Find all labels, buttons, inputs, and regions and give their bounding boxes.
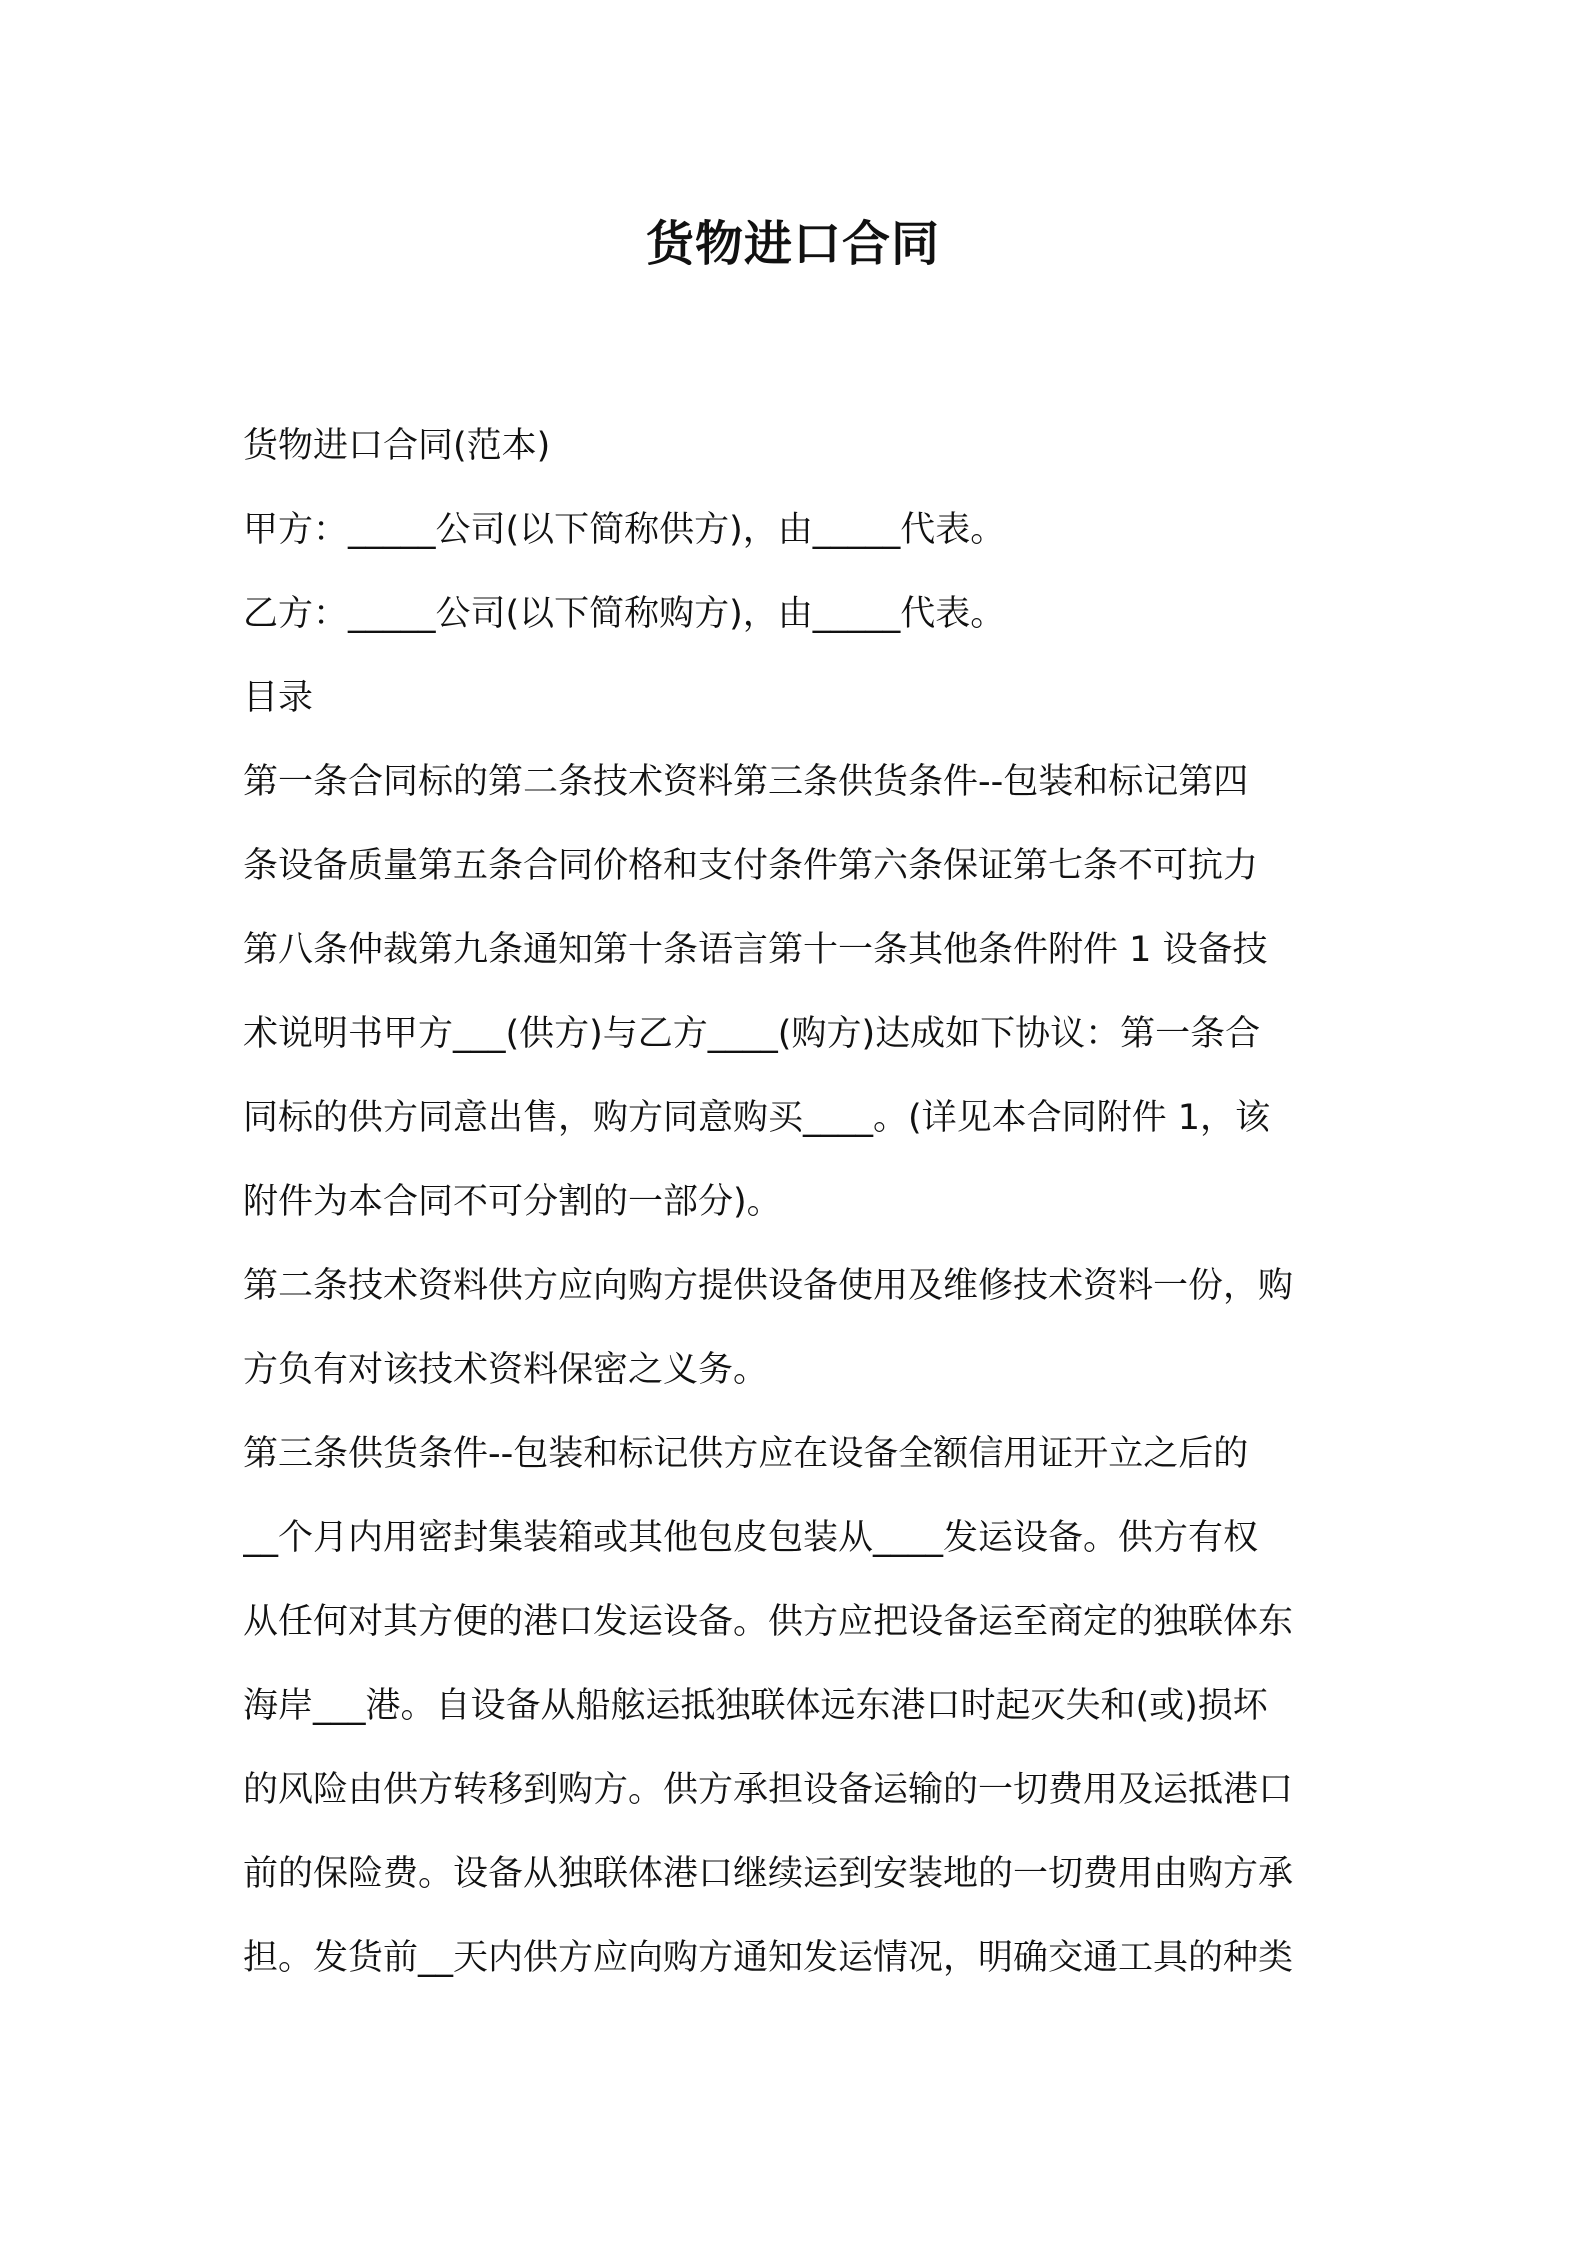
subtitle-line: 货物进口合同(范本) [243, 426, 551, 466]
party-b-line: 乙方：_____公司(以下简称购方)，由_____代表。 [243, 594, 1006, 634]
document-title: 货物进口合同 [645, 216, 940, 272]
paragraph-line: 第一条合同标的第二条技术资料第三条供货条件--包装和标记第四 [243, 762, 1249, 802]
party-a-line: 甲方：_____公司(以下简称供方)，由_____代表。 [243, 510, 1006, 550]
toc-heading: 目录 [243, 678, 314, 718]
document-body [243, 404, 1353, 2000]
paragraph-line: 第二条技术资料供方应向购方提供设备使用及维修技术资料一份，购 [243, 1266, 1294, 1306]
paragraph-line: 前的保险费。设备从独联体港口继续运到安装地的一切费用由购方承 [243, 1854, 1294, 1894]
paragraph-line: 术说明书甲方___(供方)与乙方____(购方)达成如下协议：第一条合 [243, 1014, 1261, 1054]
paragraph-line: 同标的供方同意出售，购方同意购买____。(详见本合同附件 1，该 [243, 1098, 1271, 1138]
paragraph-line: 第三条供货条件--包装和标记供方应在设备全额信用证开立之后的 [243, 1434, 1249, 1474]
paragraph-line: 第八条仲裁第九条通知第十条语言第十一条其他条件附件 1 设备技 [243, 930, 1268, 970]
paragraph-line: 附件为本合同不可分割的一部分)。 [243, 1182, 782, 1222]
paragraph-line: 的风险由供方转移到购方。供方承担设备运输的一切费用及运抵港口 [243, 1770, 1294, 1810]
paragraph-line: 担。发货前__天内供方应向购方通知发运情况，明确交通工具的种类 [243, 1938, 1294, 1978]
paragraph-line: 海岸___港。自设备从船舷运抵独联体远东港口时起灭失和(或)损坏 [243, 1686, 1268, 1726]
paragraph-line: 条设备质量第五条合同价格和支付条件第六条保证第七条不可抗力 [243, 846, 1259, 886]
paragraph-line: 方负有对该技术资料保密之义务。 [243, 1350, 769, 1390]
paragraph-line: __个月内用密封集装箱或其他包皮包装从____发运设备。供方有权 [243, 1518, 1259, 1558]
paragraph-line: 从任何对其方便的港口发运设备。供方应把设备运至商定的独联体东 [243, 1602, 1294, 1642]
